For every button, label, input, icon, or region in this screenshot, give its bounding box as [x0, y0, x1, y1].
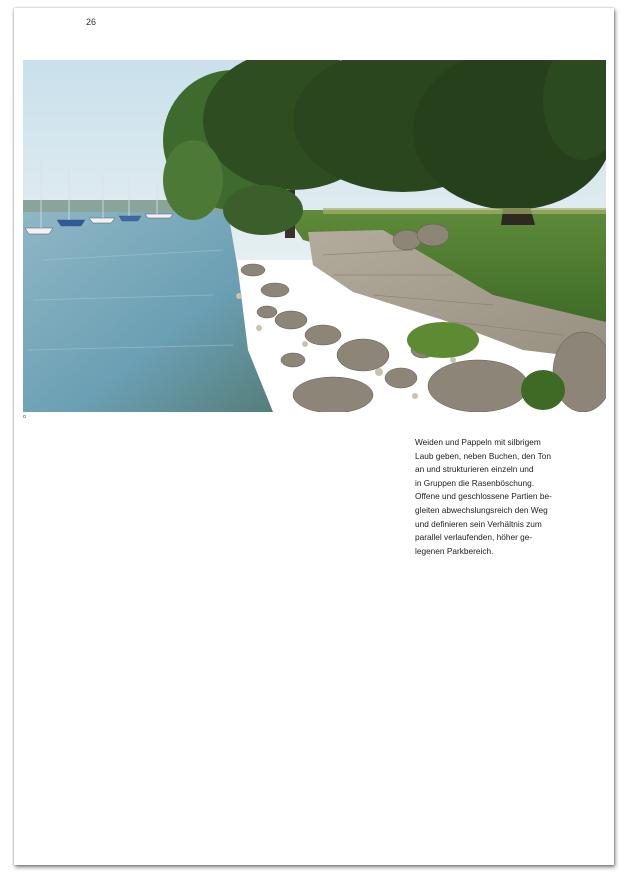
page-number: 26 — [86, 17, 97, 27]
text-line: Laub geben, neben Buchen, den Ton — [415, 450, 551, 461]
text-line: parallel verlaufenden, höher ge- — [415, 532, 533, 543]
text-line: an und strukturieren einzeln und — [415, 464, 534, 475]
document-page — [14, 8, 614, 865]
text-line: Weiden und Pappeln mit silbrigem — [415, 437, 541, 447]
body-paragraph — [415, 436, 591, 558]
text-line: und definieren sein Verhältnis zum — [415, 518, 542, 529]
figure-marker: o — [23, 414, 26, 420]
lakeside-photo — [23, 60, 606, 412]
text-line: gleiten abwechslungsreich den Weg — [415, 504, 548, 515]
text-line: in Gruppen die Rasenböschung. — [415, 477, 535, 488]
text-line: legenen Parkbereich. — [415, 545, 494, 556]
text-line: Offene und geschlossene Partien be- — [415, 491, 552, 502]
